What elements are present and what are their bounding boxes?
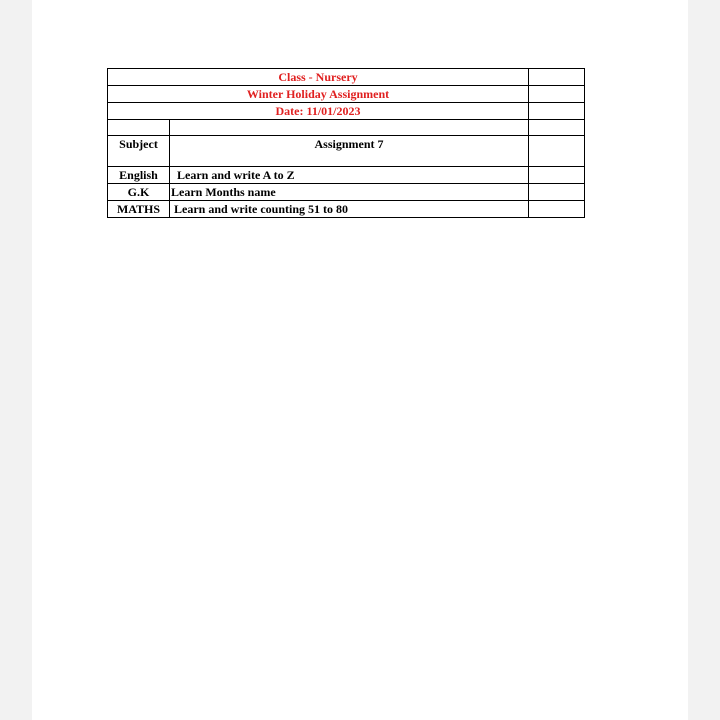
class-heading: Class - Nursery: [108, 69, 529, 86]
empty-cell: [529, 69, 585, 86]
assignment-cell: Learn and write A to Z: [170, 167, 529, 184]
empty-cell: [529, 184, 585, 201]
column-header-row: [108, 136, 585, 167]
subject-cell: MATHS: [108, 201, 170, 218]
assignment-column-header: Assignment 7: [170, 136, 529, 167]
assignment-table: [107, 68, 585, 218]
table-row: [108, 167, 585, 184]
subject-cell: English: [108, 167, 170, 184]
empty-cell: [529, 136, 585, 167]
assignment-date: Date: 11/01/2023: [108, 103, 529, 120]
document-page: [32, 0, 688, 720]
empty-cell: [529, 167, 585, 184]
subject-cell: G.K: [108, 184, 170, 201]
empty-cell: [529, 201, 585, 218]
subject-column-header: Subject: [108, 136, 170, 167]
empty-cell: [529, 103, 585, 120]
assignment-cell: Learn and write counting 51 to 80: [170, 201, 529, 218]
spacer-row: [108, 120, 585, 136]
empty-cell: [529, 120, 585, 136]
empty-cell: [170, 120, 529, 136]
title-row: [108, 86, 585, 103]
date-row: [108, 103, 585, 120]
empty-cell: [108, 120, 170, 136]
class-row: [108, 69, 585, 86]
table-row: [108, 201, 585, 218]
table-row: [108, 184, 585, 201]
empty-cell: [529, 86, 585, 103]
assignment-title: Winter Holiday Assignment: [108, 86, 529, 103]
assignment-cell: Learn Months name: [170, 184, 529, 201]
